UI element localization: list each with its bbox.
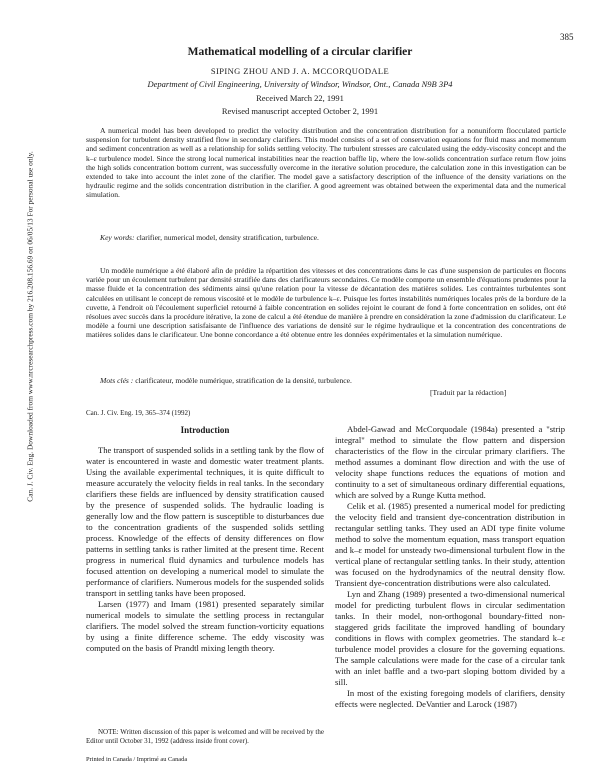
keywords-text: clarifier, numerical model, density stratification, turbulence. xyxy=(136,233,319,242)
authors: SIPING ZHOU AND J. A. MCCORQUODALE xyxy=(210,66,390,76)
section-heading-introduction: Introduction xyxy=(180,425,230,435)
right-column xyxy=(335,424,565,710)
left-column xyxy=(86,445,324,654)
received-date: Received March 22, 1991 xyxy=(256,93,344,103)
keywords-label: Key words: xyxy=(100,233,135,242)
page-number: 385 xyxy=(560,32,574,42)
paragraph: The transport of suspended solids in a settling tank by the flow of water is encountered in waste and domestic water treatment plants. Using the available experimental techniques, it is quite difficult to measure accurately the velocity fields in real tanks. In the secondary clarifiers these fields are influenced by density stratification caused by the presence of suspended solids. The hydraulic loading is generally low and the flow pattern is susceptible to disturbances due to the concentration gradients of the suspended solids settling process. Knowledge of the effects of density differences on flow patterns in settling tanks is rather limited at the present time. Recent progress in numerical fluid dynamics and turbulence models has focused attention on developing a numerical model to simulate the performance of clarifiers. Numerous models for the suspended solids transport in settling tanks have been proposed. xyxy=(86,445,324,598)
paragraph: Celik et al. (1985) presented a numerical model for predicting the velocity field and transient dye-concentration distribution in rectangular settling tanks. They used an ADI type finite volume method to solve the momentum equation, mass transport equation and k–ε model for unsteady two-dimensional turbulent flow in the vertical plane of rectangular settling tanks. In their study, attention was focused on the hydrodynamics of the neutral density flow. Transient dye-concentration distributions were also calculated. xyxy=(335,501,565,588)
paragraph: In most of the existing foregoing models of clarifiers, density effects were neglected. DeVantier and Larock (1987) xyxy=(335,688,565,709)
abstract-french: Un modèle numérique a été élaboré afin de prédire la répartition des vitesses et des concentrations dans le cas d'une suspension de particules en flocons variée pour un écoulement turbulent par densité stratifiée dans des clarificateurs secondaires. Ce modèle comporte un ensemble d'équations prudentes pour la masse fluide et la concentration des sédiments ainsi qu'une relation pour la vitesse de décantation des matières solides. Les contraintes turbulentes sont calculées en utilisant le concept de remous viscosité et le modèle de turbulence k–ε. Puisque les fortes instabilités numériques locales près de la bordure de la cuvette, à l'endroit où l'écoulement superficiel retourné à faible concentration en solides rejoint le courant de fond à forte concentration en solides, ont été résolues avec succès dans la procédure itérative, la zone de calcul a été étendue de manière à prendre en considération la zone d'admission du clarificateur. Le modèle a fourni une description satisfaisante de l'influence des variations de densité sur le régime hydraulique et la concentration des concentrations de matières solides dans le clarificateur. Une bonne concordance a été obtenue entre les données expérimentales et la simulation numérique. xyxy=(86,266,566,340)
translator-note: [Traduit par la rédaction] xyxy=(430,388,507,397)
paragraph: Abdel-Gawad and McCorquodale (1984a) presented a "strip integral" method to simulate the flow pattern and dispersion characteristics of the flow in the circular primary clarifiers. The method assumes a dominant flow direction and with the use of velocity shape functions reduces the equations of motion and continuity to a set of simultaneous ordinary differential equations, which are solved by a Runge Kutta method. xyxy=(335,424,565,500)
paragraph: Lyn and Zhang (1989) presented a two-dimensional numerical model for predicting turbulent flows in circular sedimentation tanks. In their model, non-orthogonal boundary-fitted non-staggered grids facilitate the improved handling of boundary conditions in flows with complex geometries. The standard k–ε turbulence model provides a closure for the governing equations. The sample calculations were made for the case of a circular tank with an inlet baffle and a two-part sloping bottom divided by a sill. xyxy=(335,589,565,687)
printed-in: Printed in Canada / Imprimé au Canada xyxy=(86,756,188,763)
paragraph: Larsen (1977) and Imam (1981) presented separately similar numerical models to simulate the settling process in rectangular clarifiers. The model solved the stream function-vorticity equations by using a finite difference scheme. The eddy viscosity was computed on the basis of Prandtl mixing length theory. xyxy=(86,599,324,653)
keywords-english xyxy=(86,233,566,242)
abstract-english: A numerical model has been developed to predict the velocity distribution and the concentration distribution for a nonuniform flocculated particle suspension for turbulent density stratified flow in secondary clarifiers. This model consists of a set of conservation equations for fluid mass and momentum and sediment concentration as well as a relationship for solids settling velocity. The turbulent stresses are calculated using the eddy-viscosity concept and the k–ε turbulence model. Since the strong local numerical instabilities near the reaction baffle lip, where the low-solids concentration surface return flow joins the high solids concentration bottom current, was successfully overcome in the iterative solution procedure, the calculation zone in this investigation can be extended to take into account the inlet zone of the clarifier. The model gave a satisfactory description of the influence of the density variations on the hydraulic regime and the solids concentration distribution in the clarifier. A good agreement was obtained between the experimental data and the numerical simulation. xyxy=(86,126,566,200)
citation: Can. J. Civ. Eng. 19, 365–374 (1992) xyxy=(86,409,191,417)
discussion-note: NOTE: Written discussion of this paper is welcomed and will be received by the Editor until October 31, 1992 (address inside front cover). xyxy=(86,728,324,745)
mots-cles-label: Mots clés : xyxy=(100,376,134,385)
paper-title: Mathematical modelling of a circular clarifier xyxy=(187,46,413,58)
revised-date: Revised manuscript accepted October 2, 1991 xyxy=(221,106,379,116)
download-sidebar: Can. J. Civ. Eng. Downloaded from www.nrcresearchpress.com by 216.208.156.69 on 06/05/13 For personal use only. xyxy=(25,151,35,502)
keywords-french xyxy=(86,376,566,385)
affiliation: Department of Civil Engineering, University of Windsor, Windsor, Ont., Canada N9B 3P4 xyxy=(147,79,453,89)
mots-cles-text: clarificateur, modèle numérique, stratification de la densité, turbulence. xyxy=(135,376,352,385)
